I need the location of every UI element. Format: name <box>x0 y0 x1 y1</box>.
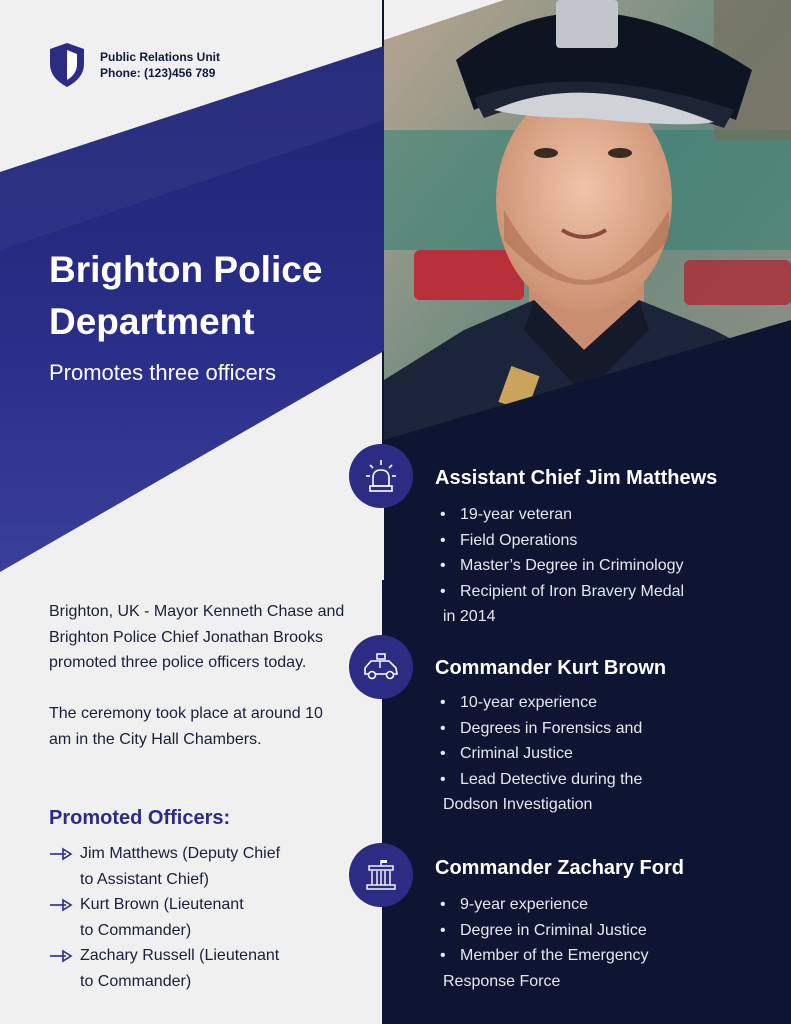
intro-text <box>49 599 349 778</box>
intro-paragraph-1: Brighton, UK - Mayor Kenneth Chase and Brighton Police Chief Jonathan Brooks promoted three police officers today. <box>49 603 345 671</box>
officer-details <box>443 502 760 630</box>
list-item-continuation: Dodson Investigation <box>443 796 593 813</box>
officer-details <box>443 690 760 818</box>
siren-icon <box>349 444 413 508</box>
list-item <box>49 892 310 943</box>
promoted-change: to Assistant Chief) <box>80 870 209 888</box>
list-item: • Recipient of Iron Bravery Medal <box>460 579 760 605</box>
list-item-continuation: Response Force <box>443 972 561 990</box>
title-line-2: Department <box>49 301 255 342</box>
promoted-heading: Promoted Officers: <box>49 807 231 829</box>
brand-header <box>48 42 220 88</box>
list-item: • Master’s Degree in Criminology <box>460 553 760 579</box>
list-item <box>49 943 310 994</box>
list-item <box>49 841 310 892</box>
unit-name: Public Relations Unit <box>100 50 221 64</box>
arrow-right-icon <box>49 841 75 867</box>
intro-paragraph-2: The ceremony took place at around 10 am in the City Hall Chambers. <box>49 705 323 748</box>
brand-text <box>100 49 220 81</box>
corner-shape <box>384 0 791 40</box>
promoted-change: to Commander) <box>80 921 192 939</box>
building-icon <box>349 843 413 907</box>
list-item: • 10-year experience <box>460 690 760 716</box>
officer-name: Commander Kurt Brown <box>435 657 667 679</box>
list-item: • 19-year veteran <box>460 502 760 528</box>
officer-name: Commander Zachary Ford <box>435 857 684 879</box>
title-line-1: Brighton Police <box>49 249 323 290</box>
list-item-continuation: in 2014 <box>443 608 496 625</box>
promoted-name: Zachary Russell (Lieutenant <box>80 947 280 964</box>
list-item: • Lead Detective during the <box>460 767 760 793</box>
officer-section-3 <box>349 843 769 1013</box>
promoted-name: Jim Matthews (Deputy Chief <box>80 845 281 862</box>
phone-number: Phone: (123)456 789 <box>100 66 216 80</box>
left-divider-shape <box>0 450 384 580</box>
officer-details <box>443 892 760 994</box>
page-subtitle: Promotes three officers <box>49 360 277 385</box>
police-car-icon <box>349 635 413 699</box>
list-item: • Degrees in Forensics and <box>460 716 760 742</box>
list-item: • 9-year experience <box>460 892 760 918</box>
officer-section-2 <box>349 635 769 825</box>
shield-icon <box>48 42 86 88</box>
page-title <box>49 244 369 348</box>
arrow-right-icon <box>49 943 75 969</box>
list-item: • Field Operations <box>460 528 760 554</box>
promoted-list <box>49 841 310 994</box>
officer-name: Assistant Chief Jim Matthews <box>435 467 718 489</box>
officer-section-1 <box>349 444 769 634</box>
arrow-right-icon <box>49 892 75 918</box>
promoted-change: to Commander) <box>80 972 192 990</box>
list-item: • Member of the Emergency <box>460 943 760 969</box>
list-item: • Criminal Justice <box>460 741 760 767</box>
list-item: • Degree in Criminal Justice <box>460 918 760 944</box>
promoted-name: Kurt Brown (Lieutenant <box>80 896 244 913</box>
